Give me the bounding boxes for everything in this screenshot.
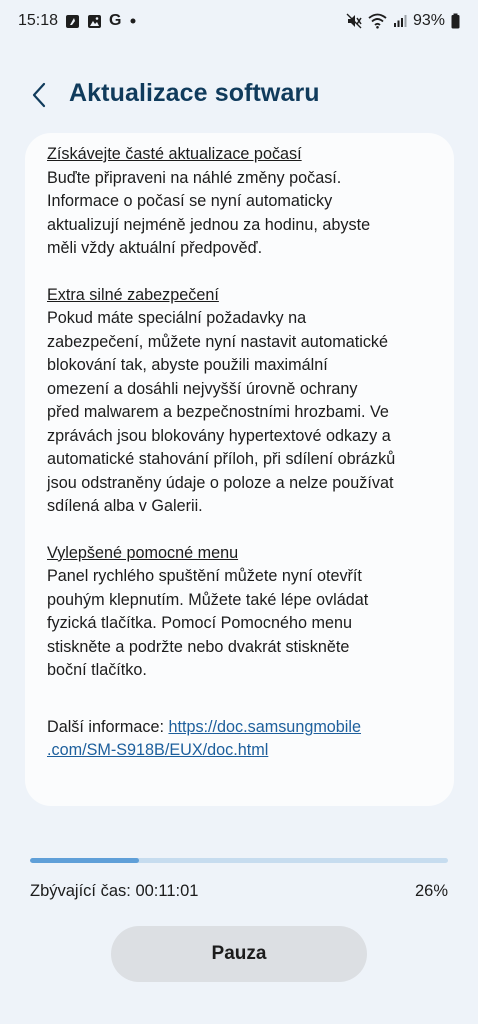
battery-percent: 93% — [412, 12, 445, 29]
signal-icon — [393, 14, 407, 28]
progress-percent: 26% — [414, 882, 448, 900]
image-icon — [87, 14, 102, 29]
download-progress-bar — [30, 858, 448, 863]
google-icon: G — [109, 12, 122, 29]
pause-button[interactable]: Pauza — [111, 926, 367, 982]
mute-icon — [346, 13, 362, 29]
page-title: Aktualizace softwaru — [69, 79, 320, 107]
section-body: Buďte připraveni na náhlé změny počasí. Informace o počasí se nyní automaticky aktualizují nejméně jednou za hodinu, abyste měli vždy aktuální předpověď. — [47, 168, 371, 257]
status-time: 15:18 — [18, 12, 59, 29]
section-title: Získávejte časté aktualizace počasí — [47, 145, 302, 163]
status-right — [346, 12, 460, 30]
section-title: Vylepšené pomocné menu — [47, 543, 239, 562]
more-info-link[interactable]: https://doc.samsungmobile .com/SM-S918B/EUX/doc.html — [47, 717, 362, 759]
download-progress-fill — [30, 858, 139, 863]
section-assistant-menu — [47, 542, 434, 683]
section-weather — [47, 143, 434, 261]
section-body: Pokud máte speciální požadavky na zabezpečení, můžete nyní nastavit automatické blokování tak, abyste použili maximální omezení a dosáhli nejvyšší úrovně ochrany před malwarem a bezpečnostními hrozbami. Ve zprávách jsou blokovány hypertextové odkazy a automatické stahování příloh, při sdílení obrázků jsou odstraněny údaje o poloze a nelze používat sdílená alba v Galerii. — [47, 309, 396, 515]
section-body: Panel rychlého spuštění můžete nyní otevřít pouhým klepnutím. Můžete také lépe ovládat fyzická tlačítka. Pomocí Pomocného menu stiskněte a podržte nebo dvakrát stiskněte boční tlačítko. — [47, 567, 369, 679]
dot-icon — [129, 17, 137, 25]
back-button[interactable] — [24, 78, 54, 112]
section-title: Extra silné zabezpečení — [47, 285, 219, 304]
more-info-label: Další informace: — [47, 717, 169, 736]
section-security — [47, 284, 434, 519]
app-header — [0, 70, 478, 120]
sticker-icon — [65, 14, 80, 29]
status-left — [18, 12, 137, 30]
wifi-icon — [368, 13, 387, 29]
status-bar — [0, 0, 478, 42]
release-notes-card — [25, 133, 454, 806]
battery-icon — [451, 13, 460, 29]
more-info — [47, 716, 434, 763]
chevron-left-icon — [31, 82, 47, 108]
remaining-time: Zbývající čas: 00:11:01 — [30, 882, 199, 900]
